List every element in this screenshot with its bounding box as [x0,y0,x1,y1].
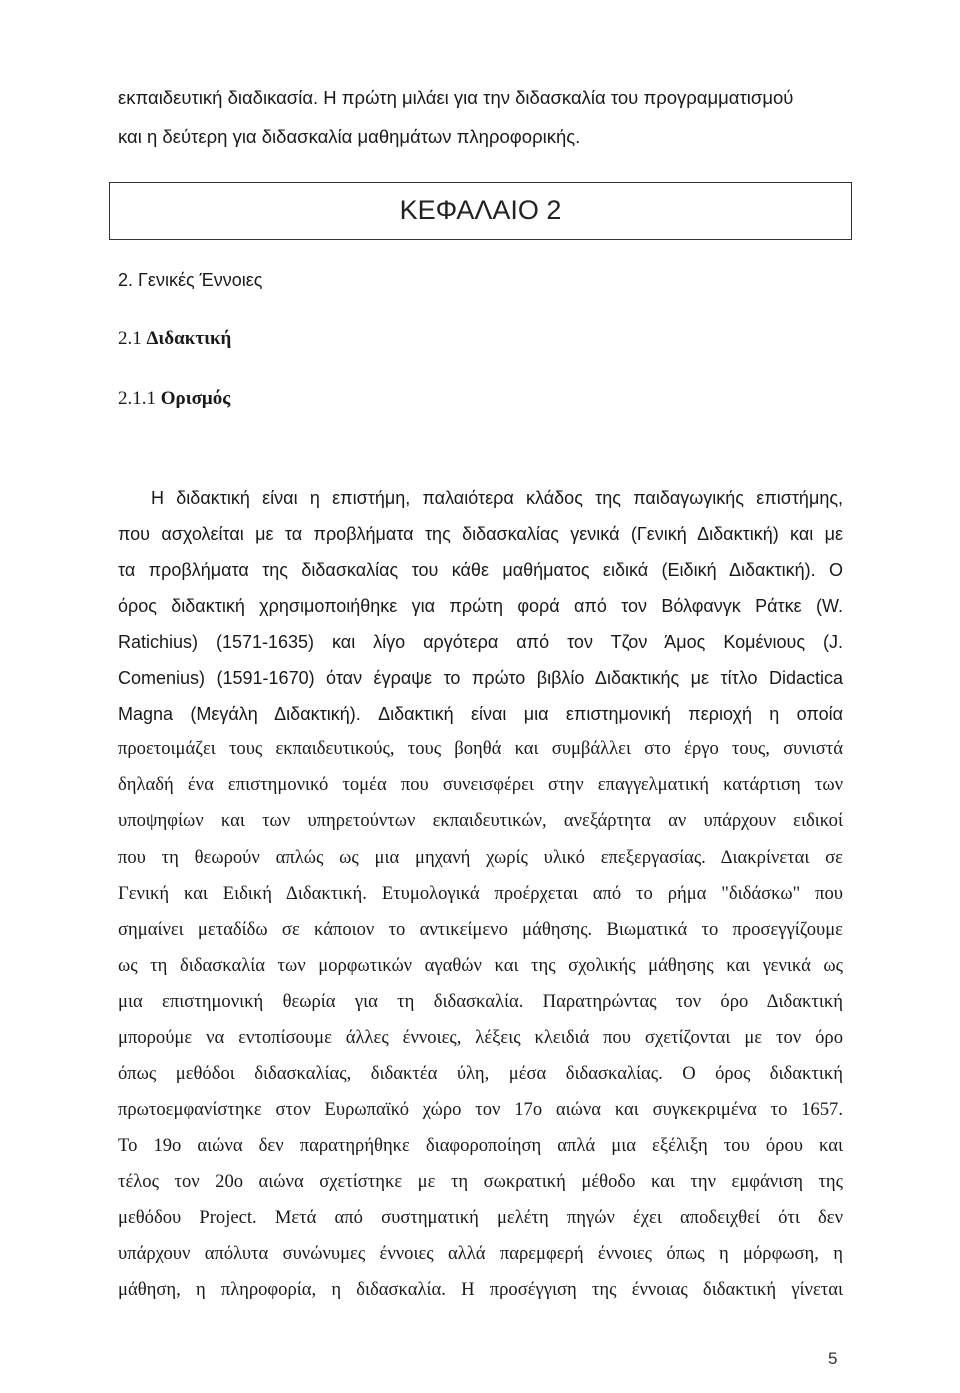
body-line: Magna (Μεγάλη Διδακτική). Διδακτική είναι μια επιστημονική περιοχή η οποία [118,704,843,724]
subsubsection-number: 2.1.1 [118,388,156,409]
body-line: μεθόδου Project. Μετά από συστηματική μελέτη πηγών έχει αποδειχθεί ότι δεν [118,1207,843,1228]
body-line: που τη θεωρούν απλώς ως μια μηχανή χωρίς υλικό επεξεργασίας. Διακρίνεται σε [118,847,843,868]
intro-line: εκπαιδευτική διαδικασία. Η πρώτη μιλάει για την διδασκαλία του προγραμματισμού [118,87,794,108]
subsection-title: Διδακτική [146,328,232,349]
body-line: μπορούμε να εντοπίσουμε άλλες έννοιες, λέξεις κλειδιά που σχετίζονται με τον όρο [118,1027,843,1048]
body-line: που ασχολείται με τα προβλήματα της διδασκαλίας γενικά (Γενική Διδακτική) και με [118,524,843,544]
body-line: υπάρχουν απόλυτα συνώνυμες έννοιες αλλά παρεμφερή έννοιες όπως η μόρφωση, η [118,1243,843,1264]
chapter-title-box [109,182,852,240]
intro-line: και η δεύτερη για διδασκαλία μαθημάτων πληροφορικής. [118,126,581,147]
body-line: όπως μεθόδοι διδασκαλίας, διδακτέα ύλη, μέσα διδασκαλίας. Ο όρος διδακτική [118,1063,843,1084]
body-line: υποψηφίων και των υπηρετούντων εκπαιδευτικών, ανεξάρτητα αν υπάρχουν ειδικοί [118,810,843,831]
subsection-heading [118,327,231,351]
section-heading: 2. Γενικές Έννοιες [118,270,263,290]
body-line: όρος διδακτική χρησιμοποιήθηκε για πρώτη φορά από τον Βόλφανγκ Ράτκε (W. [118,596,843,616]
chapter-title: ΚΕΦΑΛΑΙΟ 2 [399,195,562,225]
body-line: Η διδακτική είναι η επιστήμη, παλαιότερα κλάδος της παιδαγωγικής επιστήμης, [151,488,843,508]
body-line: τέλος τον 20ο αιώνα σχετίστηκε με τη σωκρατική μέθοδο και την εμφάνιση της [118,1171,843,1192]
body-line: ως τη διδασκαλία των μορφωτικών αγαθών και της σχολικής μάθησης και γενικά ως [118,955,843,976]
body-line: μάθηση, η πληροφορία, η διδασκαλία. Η προσέγγιση της έννοιας διδακτική γίνεται [118,1279,843,1300]
body-line: Γενική και Ειδική Διδακτική. Ετυμολογικά προέρχεται από το ρήμα "διδάσκω" που [118,883,843,904]
body-line: δηλαδή ένα επιστημονικό τομέα που συνεισφέρει στην επαγγελματική κατάρτιση των [118,774,843,795]
subsection-number: 2.1 [118,328,142,349]
page-number: 5 [828,1349,838,1368]
body-line: μια επιστημονική θεωρία για τη διδασκαλία. Παρατηρώντας τον όρο Διδακτική [118,991,843,1012]
body-line: πρωτοεμφανίστηκε στον Ευρωπαϊκό χώρο τον 17ο αιώνα και συγκεκριμένα το 1657. [118,1099,843,1120]
body-line: τα προβλήματα της διδασκαλίας του κάθε μαθήματος ειδικά (Ειδική Διδακτική). Ο [118,560,843,580]
body-line: Comenius) (1591-1670) όταν έγραψε το πρώτο βιβλίο Διδακτικής με τίτλο Didactica [118,668,843,688]
subsubsection-title: Ορισμός [160,388,231,409]
subsubsection-heading [118,387,230,411]
body-line: σημαίνει μεταδίδω σε κάποιον το αντικείμενο μάθησης. Βιωματικά το προσεγγίζουμε [118,919,843,940]
body-line: Το 19ο αιώνα δεν παρατηρήθηκε διαφοροποίηση απλά μια εξέλιξη του όρου και [118,1135,843,1156]
body-line: Ratichius) (1571-1635) και λίγο αργότερα από τον Τζον Άμος Κομένιους (J. [118,632,843,652]
body-line: προετοιμάζει τους εκπαιδευτικούς, τους βοηθά και συμβάλλει στο έργο τους, συνιστά [118,738,843,759]
